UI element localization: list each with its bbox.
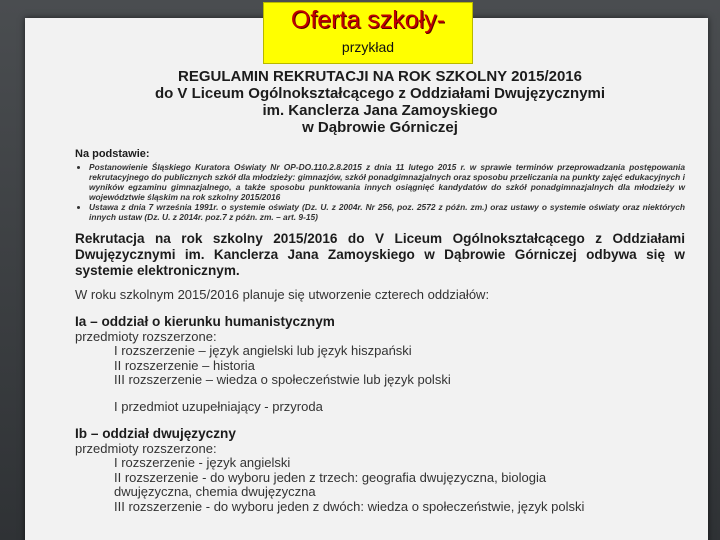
class-ia-subjects-label: przedmioty rozszerzone: <box>75 329 217 344</box>
class-ia-supplementary: I przedmiot uzupełniający - przyroda <box>114 398 323 414</box>
slide-subtitle: przykład <box>341 39 395 55</box>
class-ib-extension-2-cont: dwujęzyczna, chemia dwujęzyczna <box>114 484 316 500</box>
document-header <box>75 68 685 136</box>
plan-statement: W roku szkolnym 2015/2016 planuje się utworzenie czterech oddziałów: <box>75 287 490 302</box>
basis-label: Na podstawie: <box>75 148 150 160</box>
header-line-2: do V Liceum Ogólnokształcącego z Oddziałami Dwujęzycznymi <box>154 85 606 102</box>
document-content <box>75 68 685 514</box>
class-ib-subjects-label: przedmioty rozszerzone: <box>75 441 217 457</box>
spacer <box>75 388 685 400</box>
basis-item: • Postanowienie Śląskiego Kuratora Oświaty Nr OP-DO.110.2.8.2015 z dnia 11 lutego 2015 r. w sprawie terminów przeprowadzania postępowania rekrutacyjnego do publicznych szkół dla młodzieży: gimnazjów, szkół ponadgimnazjalnych oraz sposobu przeliczania na punkty zajęć edukacyjnych i wyników egzaminu gimnazjalnego, a także sposobu punktowania innych osiągnięć kandydatów do szkół ponadgimnazjalnych dla młodzieży w województwie śląskim na rok szkolny 2015/2016 <box>89 162 685 202</box>
class-ib-extension-1: I rozszerzenie - język angielski <box>114 455 291 471</box>
header-line-4: w Dąbrowie Górniczej <box>302 119 458 136</box>
basis-item: • Ustawa z dnia 7 września 1991r. o systemie oświaty (Dz. U. z 2004r. Nr 256, poz. 2572 z późn. zm.) oraz ustawy o systemie oświaty oraz niektórych innych ustaw (Dz. U. z 2014r. poz.7 z późn. zm. – art. 9-15) <box>89 202 685 222</box>
class-ia-extension-3: III rozszerzenie – wiedza o społeczeństwie lub język polski <box>114 372 451 388</box>
class-ib-extension-2: II rozszerzenie - do wyboru jeden z trzech: geografia dwujęzyczna, biologia <box>114 469 547 485</box>
recruitment-statement: Rekrutacja na rok szkolny 2015/2016 do V Liceum Ogólnokształcącego z Oddziałami Dwujęzycznymi im. Kanclerza Jana Zamoyskiego w Dąbrowie Górniczej odbywa się w systemie elektronicznym. <box>75 231 685 278</box>
slide-title: Oferta szkoły- <box>290 6 446 34</box>
scanned-document-page <box>25 18 708 540</box>
class-ia-extension-1: I rozszerzenie – język angielski lub język hiszpański <box>114 343 412 359</box>
header-line-3: im. Kanclerza Jana Zamoyskiego <box>262 102 498 119</box>
class-ib-title: Ib – oddział dwujęzyczny <box>75 426 236 442</box>
slide-title-box <box>263 2 473 64</box>
header-line-1: REGULAMIN REKRUTACJI NA ROK SZKOLNY 2015/2016 <box>178 68 582 85</box>
class-ia-extension-2: II rozszerzenie – historia <box>114 357 255 373</box>
class-ia-title: Ia – oddział o kierunku humanistycznym <box>75 314 335 329</box>
class-ib-extension-3: III rozszerzenie - do wyboru jeden z dwóch: wiedza o społeczeństwie, język polski <box>114 498 585 514</box>
basis-list <box>75 162 685 222</box>
